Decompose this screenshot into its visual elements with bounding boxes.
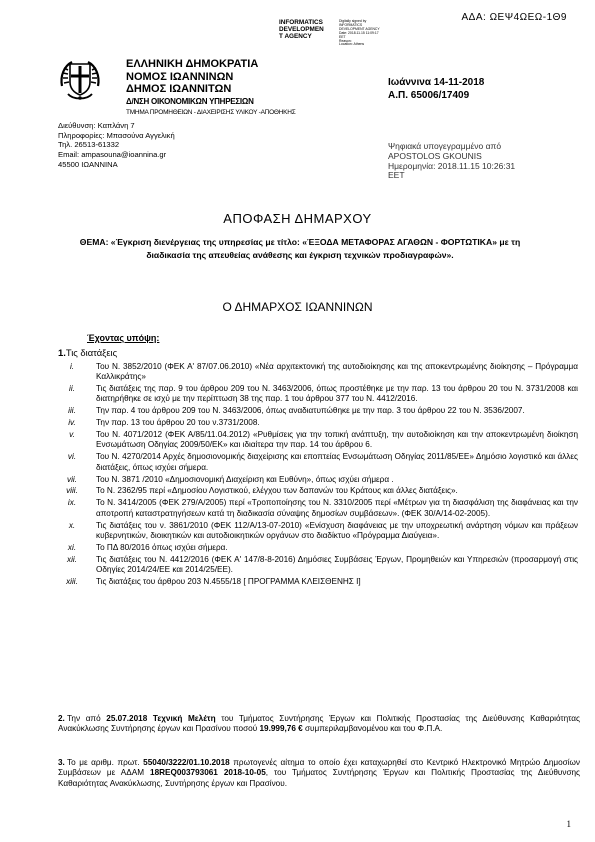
protocol-number: Α.Π. 65006/17409: [388, 89, 470, 101]
item-text: Τις διατάξεις του ν. 3861/2010 (ΦΕΚ 112/Α/13-07-2010) «Ενίσχυση διαφάνειας με την υποχρεωτική ανάρτηση νόμων και πράξεων κυβερνητικών, διοικητικών και αυτοδιοικητικών οργάνων στο διαδίκτυο «Πρόγραμμα Διαύγεια».: [96, 520, 578, 540]
signature-line: Ψηφιακά υπογεγραμμένο από: [388, 141, 502, 151]
header-municipality: ΔΗΜΟΣ ΙΩΑΝΝΙΤΩΝ: [126, 83, 232, 95]
stamp-line: DEVELOPMEN: [279, 25, 324, 33]
paragraph-3: [58, 758, 580, 789]
subject-line: διαδικασία της απευθείας ανάθεσης και έγκριση τεχνικών προδιαγραφών».: [146, 250, 454, 260]
item-text: Τις διατάξεις της παρ. 9 του άρθρου 209 του Ν. 3463/2006, όπως προστέθηκε με την παρ. 13 του άρθρου 20 του Ν. 3731/2008 και διατηρήθηκε σε ισχύ με την περίπτωση 38 της παρ. 1 του άρθρου 377 του Ν. 4412/2016.: [96, 384, 578, 404]
item-text: Την παρ. 13 του άρθρου 20 του ν.3731/2008.: [96, 418, 260, 428]
contact-block: [58, 121, 175, 170]
paragraph-text: Το με αριθμ. πρωτ.: [67, 758, 144, 767]
paragraph-number: 3.: [58, 758, 65, 767]
having-regard-heading: Έχοντας υπόψη:: [87, 333, 160, 343]
item-number: vii.: [66, 474, 77, 484]
stamp-detail: Date: 2018.11.15 11:09:17: [339, 30, 379, 35]
list-item: [58, 430, 578, 451]
stamp-detail: Reason:: [339, 38, 352, 43]
digital-signature: [388, 142, 515, 181]
list-item: [58, 406, 578, 416]
item-number: iii.: [68, 406, 76, 416]
date-protocol-block: [388, 77, 484, 102]
item-number: v.: [69, 430, 75, 440]
subject-line: ΘΕΜΑ: «Έγκριση διενέργειας της υπηρεσίας με τίτλο: «ΈΞΟΔΑ ΜΕΤΑΦΟΡΑΣ ΑΓΑΘΩΝ - ΦΟΡΤΩΤΙΚΑ» με τη: [79, 237, 521, 247]
document-date: Ιωάννινα 14-11-2018: [388, 77, 485, 88]
contact-phone: Τηλ. 26513-61332: [58, 140, 120, 150]
paragraph-text: συμπεριλαμβανομένου και του Φ.Π.Α.: [302, 724, 443, 734]
paragraph-bold: 25.07.2018 Τεχνική Μελέτη: [106, 714, 216, 723]
stamp-line: INFORMATICS: [279, 19, 323, 26]
stamp-detail: Digitally signed by: [339, 19, 367, 23]
item-number: xi.: [67, 542, 77, 552]
item-text: Τις διατάξεις του άρθρου 203 Ν.4555/18 [ ΠΡΟΓΡΑΜΜΑ ΚΛΕΙΣΘΕΝΗΣ Ι]: [96, 576, 361, 586]
greek-emblem-icon: [58, 56, 102, 102]
item-text: Τις διατάξεις του Ν. 4412/2016 (ΦΕΚ Α' 147/8-8-2016) Δημόσιες Συμβάσεις Έργων, Προμηθειών και Υπηρεσιών (προσαρμογή στις Οδηγίες 2014/24/ΕΕ και 2014/25/ΕΕ).: [96, 554, 578, 574]
item-number: vi.: [67, 452, 77, 462]
list-item: [58, 418, 578, 428]
mayor-heading: Ο ΔΗΜΑΡΧΟΣ ΙΩΑΝΝΙΝΩΝ: [222, 300, 373, 314]
signature-name: APOSTOLOS GKOUNIS: [388, 150, 482, 161]
paragraph-text: Την από: [67, 714, 107, 723]
header-prefecture: ΝΟΜΟΣ ΙΩΑΝΝΙΝΩΝ: [126, 70, 234, 83]
list-item: [58, 486, 578, 496]
paragraph-2: [58, 714, 580, 735]
informatics-stamp-details: [339, 20, 380, 47]
item-number: x.: [68, 520, 76, 530]
header-directorate: Δ/ΝΣΗ ΟΙΚΟΝΟΜΙΚΩΝ ΥΠΗΡΕΣΙΩΝ: [126, 96, 254, 106]
paragraph-text: του Τμήματος Συντήρησης Έργων και Πολιτικής Προστασίας της Διεύθυνσης Καθαριότητας Ανακύκλωσης Συντήρησης έργων και Πρασίνου ποσού: [58, 714, 580, 734]
stamp-detail: INFORMATICS: [339, 22, 363, 27]
list-item: [58, 452, 578, 473]
stamp-line: T AGENCY: [279, 32, 312, 40]
list-item: [58, 475, 578, 485]
item-number: ii.: [69, 384, 75, 394]
subject-block: [60, 236, 540, 262]
list-item: [58, 498, 578, 519]
informatics-stamp-title: [279, 20, 324, 41]
paragraph-number: 2.: [58, 714, 65, 723]
item-text: Του Ν. 4071/2012 (ΦΕΚ Α/85/11.04.2012) «Ρυθμίσεις για την τοπική ανάπτυξη, την αυτοδιοίκηση και την αποκεντρωμένη διοίκηση Ενσωμάτωση Οδηγίας 2009/50/ΕΚ» και ιδιαίτερα την παρ. 14 του άρθρου 6.: [96, 430, 578, 450]
item-text: Το Ν. 2362/95 περί «Δημοσίου Λογιστικού, ελέγχου των δαπανών του Κράτους και άλλες διατάξεις».: [96, 486, 458, 496]
ada-code: ΑΔΑ: ΩΕΨ4ΩΕΩ-1Θ9: [461, 12, 567, 23]
item-text: Το ΠΔ 80/2016 όπως ισχύει σήμερα.: [96, 542, 228, 552]
item-number: viii.: [66, 486, 78, 496]
header-department: ΤΜΗΜΑ ΠΡΟΜΗΘΕΙΩΝ - ΔΙΑΧΕΙΡΙΣΗΣ ΥΛΙΚΟΥ -ΑΠΟΘΗΚΗΣ: [126, 108, 296, 116]
list-item: [58, 521, 578, 542]
paragraph-text: , του Τμήματος Συντήρησης Έργων και Πολιτικής Προστασίας της Διεύθυνσης Καθαριότητας Ανακύκλωσης, Συντήρησης έργων και Πρασίνου.: [58, 768, 580, 788]
header-country: ΕΛΛΗΝΙΚΗ ΔΗΜΟΚΡΑΤΙΑ: [126, 58, 259, 70]
item-number: ix.: [67, 498, 77, 508]
contact-postal: 45500 ΙΩΑΝΝΙΝΑ: [58, 159, 118, 169]
list-item: [58, 577, 578, 587]
item-text: Του Ν. 4270/2014 Αρχές δημοσιονομικής διαχείρισης και εποπτείας Ενσωμάτωση Οδηγίας 2011/85/ΕΕ» Δημόσιο λογιστικό και άλλες διατάξεις, όπως ισχύει σήμερα.: [96, 452, 578, 472]
paragraph-text: πρωτογενές αίτημα το οποίο έχει καταχωρηθεί στο Κεντρικό Ηλεκτρονικό Μητρώο Δημοσίων Συμβάσεων με ΑΔΑΜ: [58, 758, 580, 778]
list-item: [58, 362, 578, 383]
item-number: iv.: [68, 418, 76, 428]
contact-address: Διεύθυνση: Καπλάνη 7: [58, 121, 135, 130]
item-text: Του Ν. 3852/2010 (ΦΕΚ Α' 87/07.06.2010) «Νέα αρχιτεκτονική της αυτοδιοίκησης και της αποκεντρωμένης διοίκησης – Πρόγραμμα Καλλικράτης»: [96, 362, 578, 382]
stamp-detail: EET: [339, 34, 346, 39]
authority-header: [126, 58, 295, 118]
item-text: Του Ν. 3871 /2010 «Δημοσιονομική Διαχείριση και Ευθύνη», όπως ισχύει σήμερα .: [96, 474, 394, 484]
contact-info: Πληροφορίες: Μπασούνα Αγγελική: [58, 130, 175, 140]
provisions-list: [58, 362, 578, 589]
paragraph-bold: 55040/3222/01.10.2018: [143, 758, 230, 767]
contact-email: Email: ampasouna@ioannina.gr: [58, 150, 167, 160]
signature-date: Ημερομηνία: 2018.11.15 10:26:31: [388, 160, 516, 171]
paragraph-bold: 18REQ003793061 2018-10-05: [150, 768, 266, 778]
section-number: 1.: [58, 347, 66, 358]
stamp-detail: Location: Athens: [339, 42, 365, 47]
item-number: xiii.: [66, 576, 78, 586]
item-text: Το Ν. 3414/2005 (ΦΕΚ 279/Α/2005) περί «Τροποποίησης του Ν. 3310/2005 περί «Μέτρων για τη διασφάλιση της διαφάνειας και την αποτροπή καταστρατηγήσεων κατά τη διαδικασία σύναψης δημοσίων συμβάσεων». (ΦΕΚ 30/Α/14-02-2005).: [96, 498, 578, 518]
item-number: i.: [69, 362, 75, 371]
signature-tz: EET: [388, 170, 405, 181]
list-item: [58, 543, 578, 553]
paragraph-bold: 19.999,76 €: [259, 724, 303, 734]
stamp-detail: DEVELOPMENT AGENCY: [339, 26, 380, 31]
list-item: [58, 555, 578, 576]
section-text: Τις διατάξεις: [65, 347, 118, 358]
list-item: [58, 384, 578, 405]
section-1-heading: [58, 347, 117, 358]
document-title: ΑΠΟΦΑΣΗ ΔΗΜΑΡΧΟΥ: [223, 211, 372, 226]
item-text: Την παρ. 4 του άρθρου 209 του Ν. 3463/2006, όπως αναδιατυπώθηκε με την παρ. 3 του άρθρου 22 του Ν. 3536/2007.: [96, 406, 525, 416]
page-number: 1: [566, 819, 571, 829]
item-number: xii.: [66, 554, 77, 564]
